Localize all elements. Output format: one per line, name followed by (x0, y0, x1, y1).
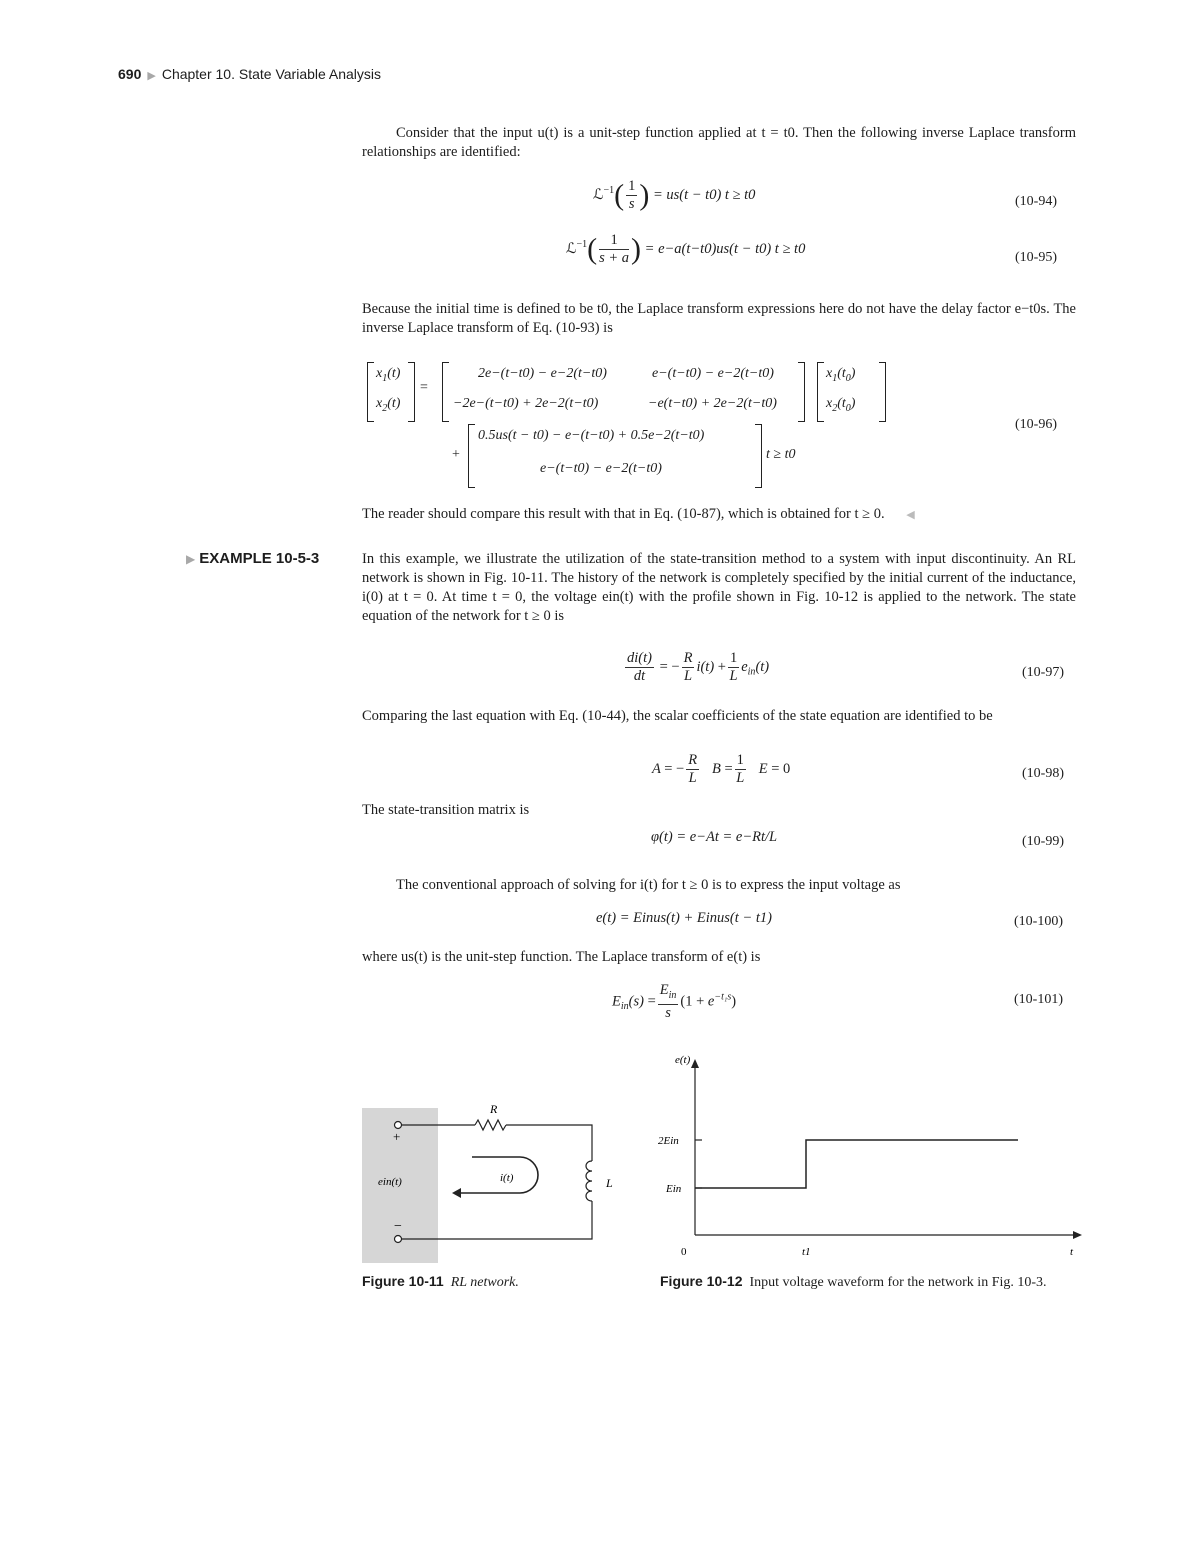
current-arrowhead-icon (452, 1188, 461, 1198)
example-text: In this example, we illustrate the utilization of the state-transition method to a system with input discontinuity. An RL network is shown in Fig. 10-11. The history of the network is completely specified by the initial current of the inductance, i(0) at t = 0. At time t = 0, the voltage ein(t) with the profile shown in Fig. 10-12 is applied to the network. The state equation of the network for t ≥ 0 is (362, 551, 1076, 624)
terminal-bottom (395, 1236, 402, 1243)
terminal-top (395, 1122, 402, 1129)
paragraph-stm: The state-transition matrix is (362, 802, 530, 818)
top-wire-right (506, 1125, 592, 1161)
triangle-marker-icon: ▶ (147, 70, 156, 82)
y-axis-arrowhead-icon (691, 1059, 699, 1068)
paragraph-compare (362, 505, 1076, 525)
x1-t: $x_1(t)$ (376, 366, 401, 384)
triangle-marker-icon: ▶ (186, 552, 196, 566)
x2-t: $x_2(t)$ (376, 396, 401, 414)
bracket-left-x (367, 362, 374, 422)
eq97-number: (10-97) (1022, 665, 1064, 680)
equation-10-94: ℒ$^{-1}$( $\frac{1}{s}$ ) = us(t − t0) t ≥ t0 (593, 178, 756, 212)
x-label-t: t (1070, 1246, 1074, 1258)
inductor-symbol (586, 1161, 592, 1201)
eq95-rhs: = e−a(t−t0)us(t − t0) t ≥ t0 (644, 240, 806, 257)
m22: −e(t−t0) + 2e−2(t−t0) (648, 396, 777, 411)
figure-10-11-rl-network (360, 1095, 620, 1270)
fig11-label: Figure 10-11 (362, 1273, 444, 1289)
eq100-number: (10-100) (1014, 914, 1063, 929)
bracket-right-phi (798, 362, 805, 422)
y-tick-2ein: 2Ein (658, 1135, 679, 1147)
m12: e−(t−t0) − e−2(t−t0) (652, 366, 774, 381)
eq97-lhs-den: dt (633, 668, 646, 684)
figure-10-11-caption (362, 1272, 519, 1292)
m21: −2e−(t−t0) + 2e−2(t−t0) (453, 396, 599, 411)
paragraph-conventional: The conventional approach of solving for i(t) for t ≥ 0 is to express the input voltage as (396, 877, 901, 893)
end-example-marker-icon: ◀ (906, 509, 915, 521)
eq96-condition: t ≥ t0 (766, 447, 796, 462)
equation-10-99: φ(t) = e−At = e−Rt/L (651, 829, 778, 845)
plus-label: + (393, 1129, 401, 1144)
equation-10-95: ℒ$^{-1}$( $\frac{1}{s + a}$ ) = e−a(t−t0)us(t − t0) t ≥ t0 (566, 232, 806, 266)
example-label-text: EXAMPLE 10-5-3 (199, 550, 320, 567)
eq94-rhs: = us(t − t0) t ≥ t0 (652, 186, 756, 203)
x-axis-arrowhead-icon (1073, 1231, 1082, 1239)
bracket-right-x0 (879, 362, 886, 422)
chapter-title: Chapter 10. State Variable Analysis (161, 66, 382, 82)
m11: 2e−(t−t0) − e−2(t−t0) (478, 366, 607, 381)
paragraph-intro: Consider that the input u(t) is a unit-step function applied at t = t0. Then the following inverse Laplace transform relationships are identified: (362, 125, 1076, 160)
equation-10-97: $\frac{di(t)}{dt}$ = − $\frac{R}{L}$ i(t) + $\frac{1}{L}$ $e_{in}(t)$ (627, 650, 770, 684)
paragraph-comparing: Comparing the last equation with Eq. (10-44), the scalar coefficients of the state equation are identified to be (362, 708, 993, 724)
x-tick-t1: t1 (802, 1246, 811, 1258)
eq99-number: (10-99) (1022, 834, 1064, 849)
resistor-symbol (475, 1120, 506, 1130)
fig11-caption-text: RL network. (450, 1275, 519, 1290)
bracket-left-v (468, 424, 475, 488)
fig12-caption-text: Input voltage waveform for the network in Fig. 10-3. (749, 1275, 1047, 1290)
figure-10-12-caption (660, 1272, 1078, 1292)
y-label: e(t) (675, 1055, 691, 1066)
page-number: 690 (118, 66, 142, 82)
y-tick-ein: Ein (666, 1183, 682, 1195)
x1-t0: $x_1(t_0)$ (826, 366, 856, 384)
minus-label: − (394, 1219, 402, 1234)
waveform-line (695, 1140, 1018, 1188)
v2: e−(t−t0) − e−2(t−t0) (540, 461, 662, 476)
example-label (186, 550, 319, 567)
current-loop-arrow (458, 1157, 538, 1193)
r-label: R (490, 1102, 498, 1116)
paragraph-initial-time: Because the initial time is defined to be t0, the Laplace transform expressions here do not have the delay factor e−t0s. The inverse Laplace transform of Eq. (10-93) is (362, 301, 1076, 336)
fig12-label: Figure 10-12 (660, 1273, 743, 1289)
x-tick-0: 0 (681, 1246, 687, 1258)
paragraph-laplace: where us(t) is the unit-step function. The Laplace transform of e(t) is (362, 949, 761, 965)
compare-text: The reader should compare this result with that in Eq. (10-87), which is obtained for t ≥ 0. (362, 506, 885, 522)
equation-10-101: $E_{in}(s)$ = $\frac{E_{in}}{s}$ $(1 + e^{-t_1s})$ (612, 982, 737, 1021)
equation-10-98: A = − $\frac{R}{L}$ B = $\frac{1}{L}$ E = 0 (652, 752, 791, 786)
eq94-number: (10-94) (1015, 194, 1057, 209)
l-label: L (606, 1176, 613, 1190)
eq96-number: (10-96) (1015, 417, 1057, 432)
plus-sign: + (452, 447, 460, 462)
page-header (118, 66, 381, 82)
bracket-left-phi (442, 362, 449, 422)
x2-t0: $x_2(t_0)$ (826, 396, 856, 414)
equation-10-100: e(t) = Einus(t) + Einus(t − t1) (596, 910, 772, 926)
eq101-number: (10-101) (1014, 992, 1063, 1007)
v1: 0.5us(t − t0) − e−(t−t0) + 0.5e−2(t−t0) (478, 428, 705, 443)
figure-10-12-waveform (650, 1055, 1090, 1270)
eq98-number: (10-98) (1022, 766, 1064, 781)
i-label: i(t) (500, 1172, 514, 1184)
bracket-left-x0 (817, 362, 824, 422)
eq95-number: (10-95) (1015, 250, 1057, 265)
ein-label: ein(t) (378, 1176, 402, 1188)
bracket-right-x (408, 362, 415, 422)
bracket-right-v (755, 424, 762, 488)
eq97-lhs-num: di(t) (627, 650, 652, 666)
equals-sign: = (420, 380, 428, 395)
